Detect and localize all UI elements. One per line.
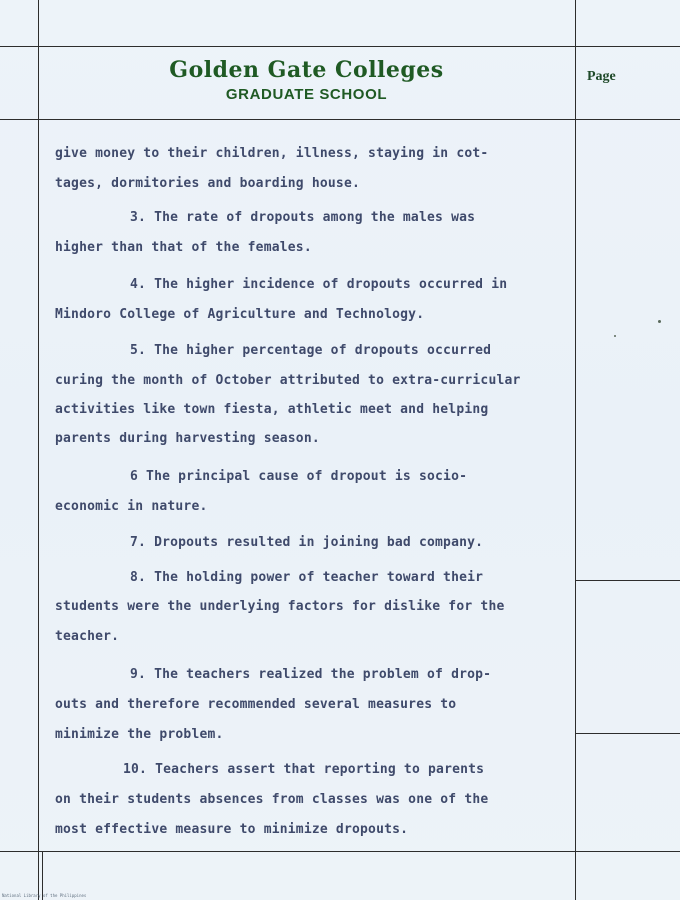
- text-line: 7. Dropouts resulted in joining bad company.: [130, 535, 484, 550]
- text-line: 6 The principal cause of dropout is socio-: [130, 469, 468, 484]
- text-line: activities like town fiesta, athletic meet and helping: [55, 402, 489, 417]
- text-line: minimize the problem.: [55, 727, 224, 742]
- frame-line-left: [38, 0, 39, 900]
- text-line: economic in nature.: [55, 499, 208, 514]
- text-line: give money to their children, illness, staying in cot-: [55, 146, 489, 161]
- text-line: students were the underlying factors for dislike for the: [55, 599, 505, 614]
- letterhead: [38, 47, 575, 119]
- frame-line-header-bottom: [0, 119, 680, 120]
- text-line: most effective measure to minimize dropouts.: [55, 822, 409, 837]
- frame-line-right-mid: [575, 580, 680, 581]
- text-line: parents during harvesting season.: [55, 431, 320, 446]
- stray-mark: [658, 320, 661, 323]
- text-line: outs and therefore recommended several measures to: [55, 697, 457, 712]
- text-line: teacher.: [55, 629, 120, 644]
- text-line: Mindoro College of Agriculture and Technology.: [55, 307, 425, 322]
- footer-credit: National Library of the Philippines: [2, 893, 87, 898]
- text-line: on their students absences from classes was one of the: [55, 792, 489, 807]
- school-name: GRADUATE SCHOOL: [225, 86, 388, 103]
- page-label: Page: [587, 69, 616, 84]
- text-line: higher than that of the females.: [55, 240, 312, 255]
- text-line: 8. The holding power of teacher toward their: [130, 570, 484, 585]
- text-line: 10. Teachers assert that reporting to parents: [123, 762, 485, 777]
- text-line: 5. The higher percentage of dropouts occurred: [130, 343, 492, 358]
- text-line: curing the month of October attributed to extra-curricular: [55, 373, 521, 388]
- college-name: Golden Gate Colleges: [169, 57, 444, 83]
- frame-line-right: [575, 0, 576, 900]
- text-line: 3. The rate of dropouts among the males was: [130, 210, 476, 225]
- stray-mark: [614, 335, 616, 337]
- text-line: 4. The higher incidence of dropouts occurred in: [130, 277, 508, 292]
- frame-line-bottom: [0, 851, 680, 852]
- text-line: tages, dormitories and boarding house.: [55, 176, 361, 191]
- frame-line-right-low: [575, 733, 680, 734]
- text-line: 9. The teachers realized the problem of drop-: [130, 667, 492, 682]
